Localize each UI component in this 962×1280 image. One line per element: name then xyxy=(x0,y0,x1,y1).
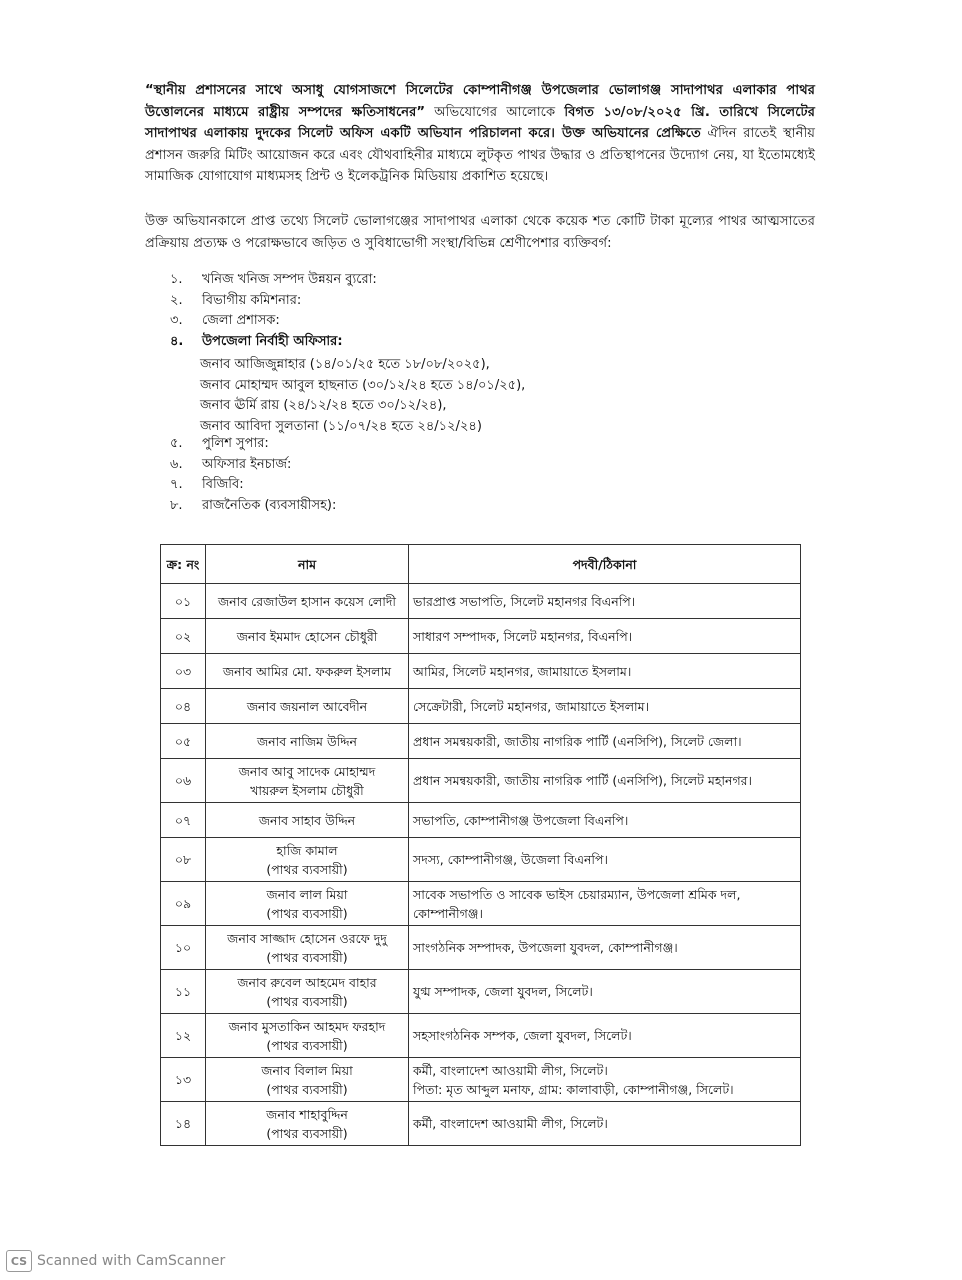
table-row xyxy=(161,1058,801,1102)
cell-name xyxy=(206,654,409,689)
cell-serial: ১২ xyxy=(161,1014,206,1058)
header-name: নাম xyxy=(206,545,409,584)
cell-address xyxy=(409,759,801,803)
cell-name xyxy=(206,584,409,619)
name-line: জনাব মুসতাকিন আহমদ ফরহাদ xyxy=(228,1018,386,1034)
intro-bold-b: বিগত ১৩/০৮/২০২৫ খ্রি. তারিখে সিলেটের সাদাপাথর এলাকায় দুদকের সিলেট অফিস একটি অভিযান পরিচালনা করে। উক্ত অভিযানের প্রেক্ষিতে xyxy=(145,104,815,141)
cell-address xyxy=(409,838,801,882)
address-line: সাংগঠনিক সম্পাদক, উপজেলা যুবদল, কোম্পানীগঞ্জ। xyxy=(413,940,678,955)
cell-name xyxy=(206,970,409,1014)
address-line-2: কোম্পানীগঞ্জ। xyxy=(413,905,483,921)
cell-address xyxy=(409,584,801,619)
cell-serial: ১৩ xyxy=(161,1058,206,1102)
address-line: কর্মী, বাংলাদেশ আওয়ামী লীগ, সিলেট। xyxy=(413,1116,608,1131)
address-line: সাধারণ সম্পাদক, সিলেট মহানগর, বিএনপি। xyxy=(413,628,633,644)
cell-address xyxy=(409,1058,801,1102)
table-row xyxy=(161,970,801,1014)
scanner-watermark xyxy=(6,1250,225,1272)
cell-address xyxy=(409,619,801,654)
cell-serial: ১৪ xyxy=(161,1102,206,1146)
uno-officer: জনাব ঊর্মি রায় (২৪/১২/২৪ হতে ৩০/১২/২৪), xyxy=(200,398,447,413)
cell-serial: ০৮ xyxy=(161,838,206,882)
table-row xyxy=(161,838,801,882)
cell-address xyxy=(409,689,801,724)
cell-name xyxy=(206,724,409,759)
name-line: জনাব ইমমাদ হোসেন চৌধুরী xyxy=(236,628,378,644)
cell-name xyxy=(206,689,409,724)
cell-name xyxy=(206,619,409,654)
name-line-2: (পাথর ব্যবসায়ী) xyxy=(266,1125,348,1141)
cell-address xyxy=(409,1014,801,1058)
header-serial: ক্র: নং xyxy=(161,545,206,584)
cell-address xyxy=(409,654,801,689)
table-body xyxy=(161,584,801,1146)
camscanner-logo-icon: CS xyxy=(6,1250,32,1272)
name-line: জনাব জয়নাল আবেদীন xyxy=(246,698,368,714)
table-row xyxy=(161,1102,801,1146)
intro-bold-a: “স্থানীয় প্রশাসনের সাথে অসাধু যোগসাজশে সিলেটের কোম্পানীগঞ্জ উপজেলার ভোলাগঞ্জ সাদাপাথর এলাকার পাথর উত্তোলনের মাধ্যমে রাষ্ট্রীয় সম্পদের ক্ষতিসাধনের” xyxy=(145,83,815,120)
address-line-2: পিতা: মৃত আব্দুল মনাফ, গ্রাম: কালাবাড়ী, কোম্পানীগঞ্জ, সিলেট। xyxy=(413,1081,734,1097)
cell-address xyxy=(409,724,801,759)
scanner-text: Scanned with CamScanner xyxy=(37,1253,226,1269)
name-line: জনাব লাল মিয়া xyxy=(266,886,348,902)
uno-officer: জনাব আবিদা সুলতানা (১১/০৭/২৪ হতে ২৪/১২/২৪) xyxy=(200,418,482,434)
cell-serial: ০৭ xyxy=(161,803,206,838)
intro-paragraph xyxy=(145,80,815,188)
cell-serial: ০২ xyxy=(161,619,206,654)
table-row xyxy=(161,803,801,838)
cell-serial: ১০ xyxy=(161,926,206,970)
table-row xyxy=(161,619,801,654)
cell-name xyxy=(206,759,409,803)
cell-name xyxy=(206,803,409,838)
name-line-2: (পাথর ব্যবসায়ী) xyxy=(266,905,348,921)
cell-name xyxy=(206,1102,409,1146)
list-item: ২. বিভাগীয় কমিশনার: xyxy=(170,292,302,308)
cell-name xyxy=(206,882,409,926)
address-line: সাবেক সভাপতি ও সাবেক ভাইস চেয়ারম্যান, উপজেলা শ্রমিক দল, xyxy=(413,886,741,902)
list-item: ৬. অফিসার ইনচার্জ: xyxy=(170,456,292,472)
list-item: ৭. বিজিবি: xyxy=(170,477,244,492)
table-row xyxy=(161,584,801,619)
name-line: জনাব বিলাল মিয়া xyxy=(261,1062,353,1078)
name-line: জনাব নাজিম উদ্দিন xyxy=(257,733,357,749)
address-line: সহসাংগঠনিক সম্পক, জেলা যুবদল, সিলেট। xyxy=(413,1028,632,1043)
name-line-2: খায়রুল ইসলাম চৌধুরী xyxy=(250,782,364,798)
cell-name xyxy=(206,926,409,970)
cell-address xyxy=(409,1102,801,1146)
cell-serial: ০৬ xyxy=(161,759,206,803)
cell-address xyxy=(409,803,801,838)
name-line: জনাব আমির মো. ফকরুল ইসলাম xyxy=(222,663,392,679)
cell-serial: ০৯ xyxy=(161,882,206,926)
table-row xyxy=(161,882,801,926)
persons-table xyxy=(160,544,801,1146)
address-line: প্রধান সমন্বয়কারী, জাতীয় নাগরিক পার্টি (এনসিপি), সিলেট জেলা। xyxy=(413,733,742,749)
name-line: জনাব আবু সাদেক মোহাম্মদ xyxy=(238,763,376,779)
name-line: হাজি কামাল xyxy=(276,842,338,858)
cell-name xyxy=(206,1058,409,1102)
name-line-2: (পাথর ব্যবসায়ী) xyxy=(266,1037,348,1053)
cell-serial: ০১ xyxy=(161,584,206,619)
address-line: সদস্য, কোম্পানীগঞ্জ, উজেলা বিএনপি। xyxy=(413,852,608,867)
address-line: সভাপতি, কোম্পানীগঞ্জ উপজেলা বিএনপি। xyxy=(413,812,629,828)
table-row xyxy=(161,724,801,759)
name-line: জনাব রেজাউল হাসান কয়েস লোদী xyxy=(217,593,396,609)
uno-officer: জনাব মোহাম্মদ আবুল হাছনাত (৩০/১২/২৪ হতে ১৪/০১/২৫), xyxy=(200,377,526,393)
table-row xyxy=(161,759,801,803)
name-line-2: (পাথর ব্যবসায়ী) xyxy=(266,861,348,877)
cell-address xyxy=(409,970,801,1014)
address-line: যুগ্ম সম্পাদক, জেলা যুবদল, সিলেট। xyxy=(413,984,593,999)
name-line: জনাব সাহাব উদ্দিন xyxy=(258,812,356,828)
address-line: প্রধান সমন্বয়কারী, জাতীয় নাগরিক পার্টি (এনসিপি), সিলেট মহানগর। xyxy=(413,773,753,788)
list-item: ৪. উপজেলা নির্বাহী অফিসার: xyxy=(170,333,343,349)
uno-officer-list xyxy=(200,355,525,437)
list-item: ৩. জেলা প্রশাসক: xyxy=(170,313,280,328)
list-item: ৮. রাজনৈতিক (ব্যবসায়ীসহ): xyxy=(170,497,337,513)
name-line: জনাব সাজ্জাদ হোসেন ওরফে দুদু xyxy=(227,930,387,946)
address-line: আমির, সিলেট মহানগর, জামায়াতে ইসলাম। xyxy=(413,663,632,679)
table-row xyxy=(161,689,801,724)
address-line: কর্মী, বাংলাদেশ আওয়ামী লীগ, সিলেট। xyxy=(413,1062,608,1078)
name-line: জনাব শাহাবুদ্দিন xyxy=(266,1106,348,1122)
intro-normal-a: অভিযোগের আলোকে xyxy=(425,104,565,120)
name-line-2: (পাথর ব্যবসায়ী) xyxy=(266,1081,348,1097)
findings-paragraph: উক্ত অভিযানকালে প্রাপ্ত তথ্যে সিলেট ভোলাগঞ্জের সাদাপাথর এলাকা থেকে কয়েক শত কোটি টাকা মূল্যের পাথর আত্মসাতের প্রক্রিয়ায় প্রত্যক্ষ ও পরোক্ষভাবে জড়িত ও সুবিধাভোগী সংস্থা/বিভিন্ন শ্রেণীপেশার ব্যক্তিবর্গ: xyxy=(145,214,815,251)
cell-name xyxy=(206,838,409,882)
cell-serial: ০৫ xyxy=(161,724,206,759)
cell-serial: ১১ xyxy=(161,970,206,1014)
table-row xyxy=(161,926,801,970)
list-item: ১. খনিজ খনিজ সম্পদ উন্নয়ন ব্যুরো: xyxy=(170,272,377,287)
table-header-row xyxy=(161,545,801,584)
cell-serial: ০৩ xyxy=(161,654,206,689)
table-row xyxy=(161,1014,801,1058)
intro-normal-b: ঐদিন রাতেই স্থানীয় প্রশাসন জরুরি মিটিং আয়োজন করে এবং যৌথবাহিনীর মাধ্যমে লুটকৃত পাথর উদ্ধার ও প্রতিস্থাপনের উদ্যোগ নেয়, যা ইতোমধ্যেই সামাজিক যোগাযোগ মাধ্যমসহ প্রিন্ট ও ইলেকট্রনিক মিডিয়ায় প্রকাশিত হয়েছে। xyxy=(145,126,815,184)
name-line-2: (পাথর ব্যবসায়ী) xyxy=(266,949,348,965)
uno-officer: জনাব আজিজুন্নাহার (১৪/০১/২৫ হতে ১৮/০৮/২০২৫), xyxy=(200,357,490,372)
cell-name xyxy=(206,1014,409,1058)
address-line: সেক্রেটারী, সিলেট মহানগর, জামায়াতে ইসলাম। xyxy=(413,698,650,714)
name-line-2: (পাথর ব্যবসায়ী) xyxy=(266,993,348,1009)
cell-address xyxy=(409,882,801,926)
cell-serial: ০৪ xyxy=(161,689,206,724)
address-line: ভারপ্রাপ্ত সভাপতি, সিলেট মহানগর বিএনপি। xyxy=(413,593,636,609)
cell-address xyxy=(409,926,801,970)
name-line: জনাব রুবেল আহমেদ বাহার xyxy=(237,974,377,990)
list-item: ৫. পুলিশ সুপার: xyxy=(170,436,269,451)
table-row xyxy=(161,654,801,689)
header-address: পদবী/ঠিকানা xyxy=(409,545,801,584)
